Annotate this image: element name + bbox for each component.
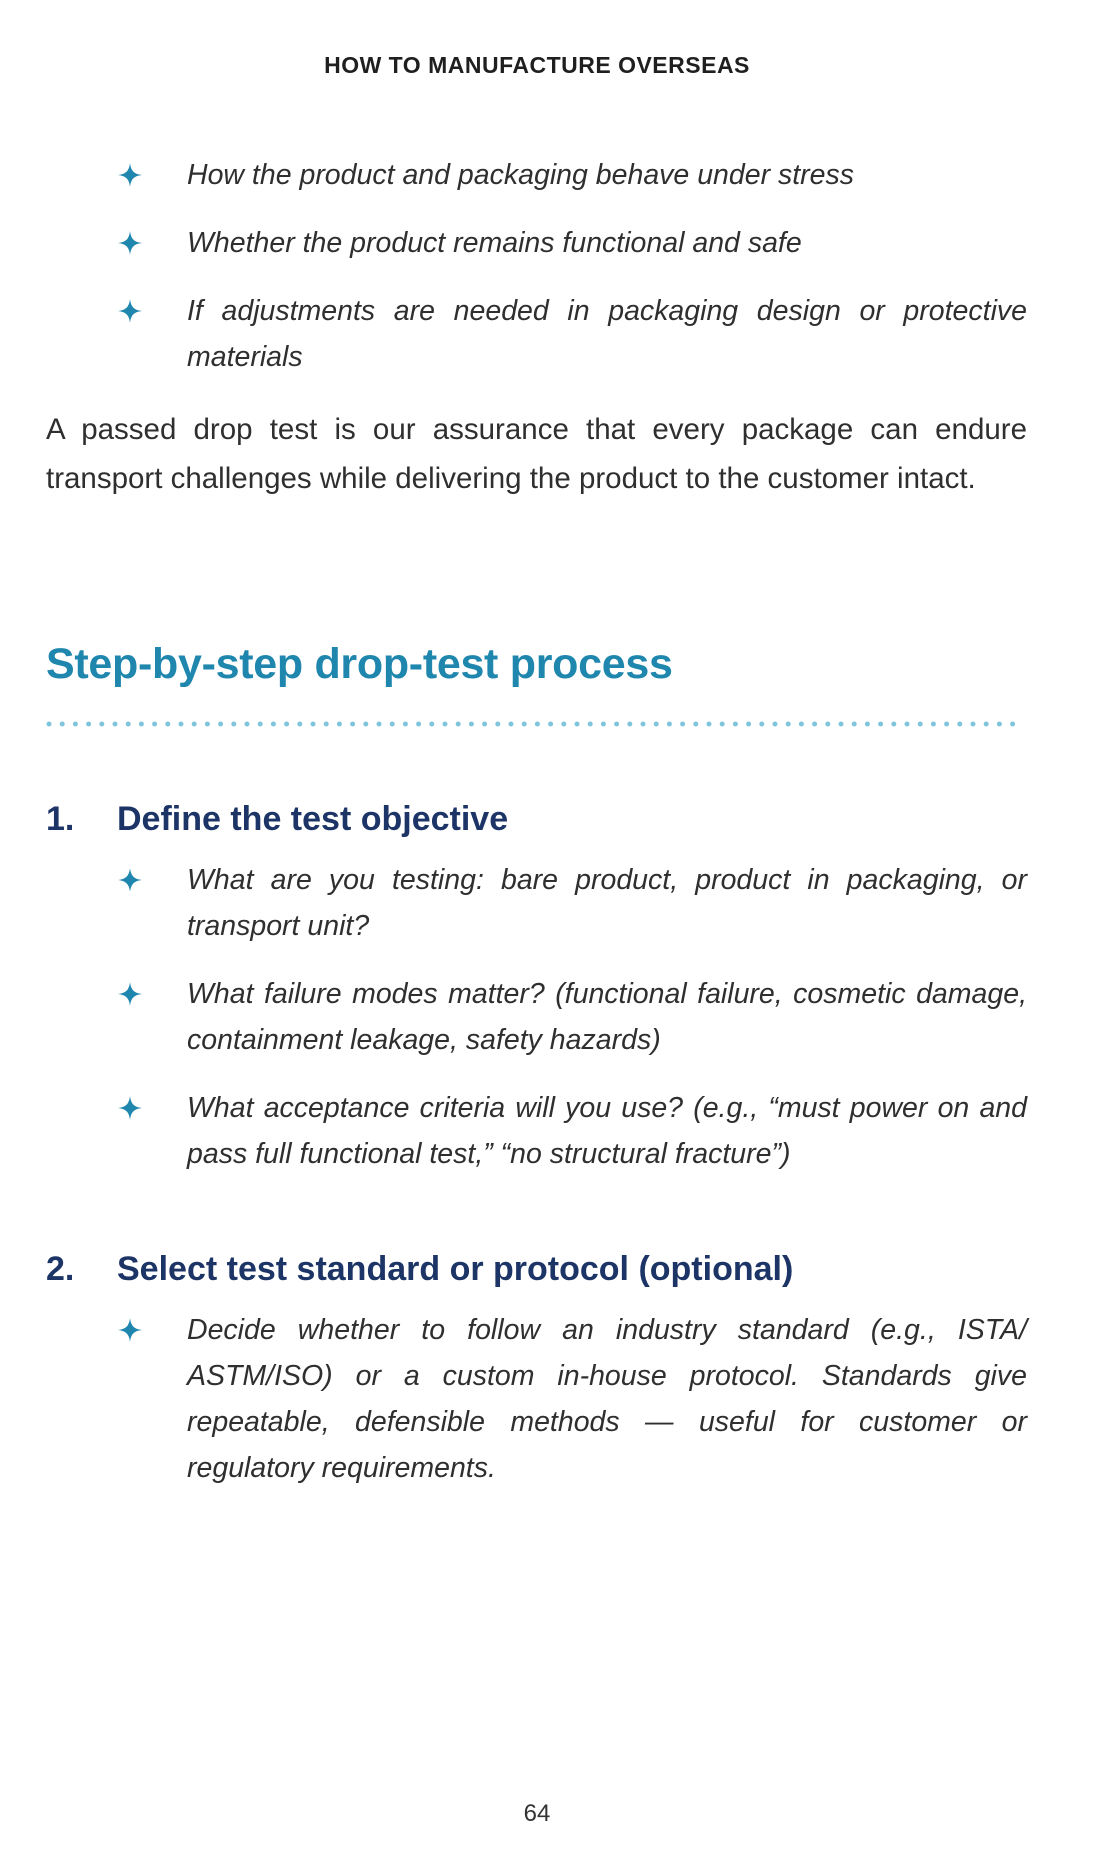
bullet-item bbox=[0, 971, 1027, 1063]
step-heading bbox=[46, 1250, 1046, 1289]
dotted-divider bbox=[46, 720, 1027, 728]
body-paragraph: A passed drop test is our assurance that every package can endure transport challenges while delivering the product to the customer intact. bbox=[46, 413, 1027, 495]
four-point-star-icon bbox=[116, 229, 144, 257]
page-number: 64 bbox=[523, 1800, 551, 1827]
bullet-text: Whether the product remains functional and safe bbox=[187, 227, 802, 259]
step-title: Define the test objective bbox=[117, 800, 509, 838]
running-header: HOW TO MANUFACTURE OVERSEAS bbox=[324, 52, 750, 78]
bullet-text: What are you testing: bare product, product in packaging, or transport unit? bbox=[187, 864, 1027, 942]
bullet-item bbox=[0, 288, 1027, 380]
four-point-star-icon bbox=[116, 161, 144, 189]
bullet-item bbox=[0, 152, 1027, 198]
bullet-item bbox=[0, 1085, 1027, 1177]
step-number: 2. bbox=[46, 1250, 75, 1288]
bullet-text: If adjustments are needed in packaging design or protective materials bbox=[187, 295, 1027, 373]
section-heading: Step-by-step drop-test process bbox=[46, 640, 673, 688]
step-number: 1. bbox=[46, 800, 75, 838]
bullet-item bbox=[0, 1307, 1027, 1491]
four-point-star-icon bbox=[116, 866, 144, 894]
bullet-text: How the product and packaging behave under stress bbox=[187, 159, 855, 191]
step-title: Select test standard or protocol (optional) bbox=[117, 1250, 794, 1288]
four-point-star-icon bbox=[116, 1094, 144, 1122]
bullet-text: What failure modes matter? (functional failure, cosmetic damage, containment leakage, safety hazards) bbox=[187, 978, 1027, 1056]
intro-bullet-list bbox=[0, 152, 1120, 380]
bullet-text: Decide whether to follow an industry standard (e.g., ISTA/ ASTM/ISO) or a custom in-house protocol. Standards give repeatable, defensible methods — useful for customer or regulatory requirements. bbox=[187, 1314, 1027, 1484]
step-2-bullet-list bbox=[0, 1307, 1120, 1491]
four-point-star-icon bbox=[116, 980, 144, 1008]
step-1-bullet-list bbox=[0, 857, 1120, 1177]
four-point-star-icon bbox=[116, 1316, 144, 1344]
four-point-star-icon bbox=[116, 297, 144, 325]
bullet-item bbox=[0, 220, 1027, 266]
bullet-item bbox=[0, 857, 1027, 949]
step-heading bbox=[46, 800, 1046, 839]
bullet-text: What acceptance criteria will you use? (e.g., “must power on and pass full functional test,” “no structural fracture”) bbox=[187, 1092, 1027, 1170]
